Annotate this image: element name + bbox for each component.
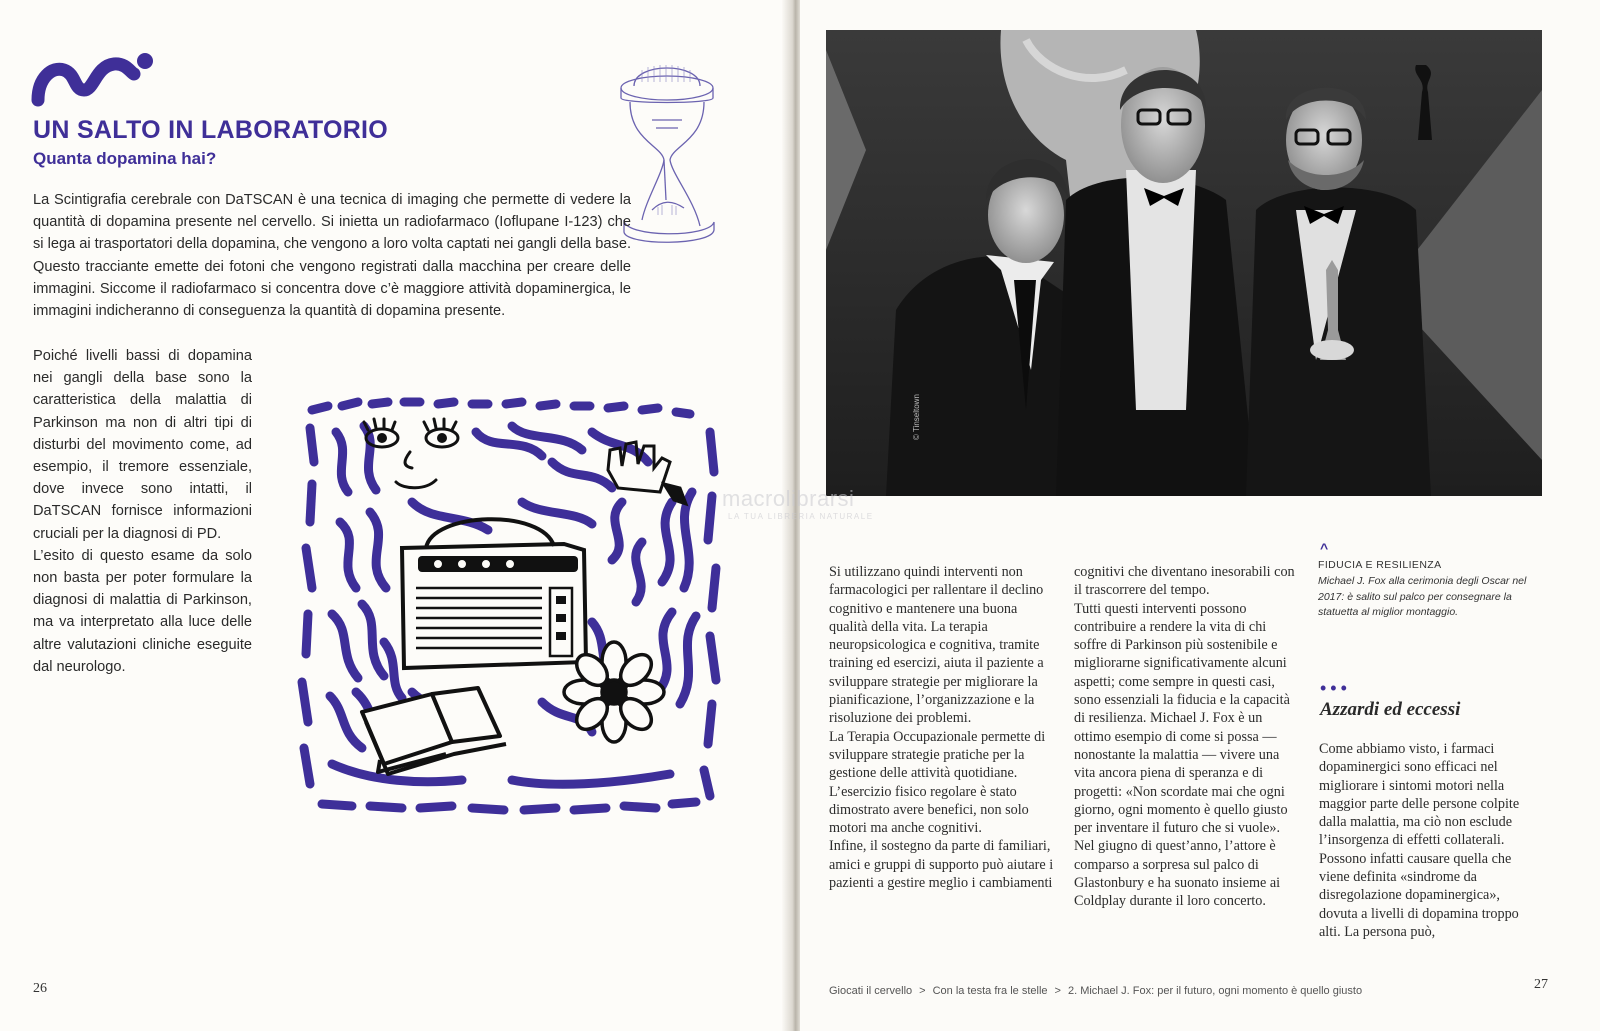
photo-credit: © Tinseltown: [912, 394, 921, 440]
page-number-left: 26: [33, 981, 47, 996]
breadcrumb-item: Giocati il cervello: [829, 985, 913, 997]
col2-paragraph-3: Nel giugno di quest’anno, l’attore è comparso a sorpresa sul palco di Glastonbury e ha suonato insieme ai Coldplay durante il loro concerto.: [1074, 838, 1281, 910]
watermark-subtext: LA TUA LIBRERIA NATURALE: [728, 512, 874, 521]
body-column-1: [829, 563, 1057, 892]
col1-paragraph-2: La Terapia Occupazionale permette di sviluppare strategie pratiche per la gestione delle attività quotidiane. L’esercizio fisico regolare è stato dimostrato avere benefici, non solo motori ma anche cognitivi.: [829, 728, 1046, 837]
breadcrumb-separator: >: [919, 985, 926, 997]
breadcrumb-item: Con la testa fra le stelle: [932, 985, 1048, 997]
radio-doodle-illustration: [292, 392, 730, 818]
col1-paragraph-3: Infine, il sostegno da parte di familiari, amici e gruppi di supporto può aiutare i pazienti a gestire meglio i cambiamenti: [829, 838, 1054, 892]
caption-title: FIDUCIA E RESILIENZA: [1318, 559, 1442, 571]
breadcrumb-separator: >: [1054, 985, 1061, 997]
narrow-text-block: [33, 345, 252, 678]
col2-paragraph-2: Tutti questi interventi possono contribuire a rendere la vita di chi soffre di Parkinson più sostenibile e migliorarne significativamente alcuni aspetti; come sempre in questi casi, sono essenziali la fiducia e la capacità di resilienza. Michael J. Fox è un ottimo esempio di come si possa — nonostante la malattia — vivere una vita ancora piena di speranza e di progetti: «Non scordate mai che ogni giorno, ogni momento è quello giusto per inventare il futuro che si vuole».: [1074, 600, 1290, 837]
caption-arrow-icon: ^: [1320, 540, 1329, 556]
swirl-logo-icon: [30, 48, 155, 108]
left-page: [0, 0, 790, 1031]
section-title: Azzardi ed eccessi: [1320, 699, 1461, 720]
breadcrumb-item: 2. Michael J. Fox: per il futuro, ogni momento è quello giusto: [1067, 985, 1363, 997]
narrow-paragraph-1: Poiché livelli bassi di dopamina nei gangli della base sono la caratteristica della malattia di Parkinson ma non di altri tipi di disturbi del movimento come, ad esempio, il tremore essenziale, dove invece sono intatti, il DaTSCAN fornisce informazioni cruciali per la diagnosi di PD.: [33, 348, 252, 542]
page-number-right: 27: [1534, 977, 1548, 992]
intro-paragraph: La Scintigrafia cerebrale con DaTSCAN è una tecnica di imaging che permette di vedere la quantità di dopamina presente nel cervello. Si inietta un radiofarmaco (Ioflupane I-123) che si lega ai trasportatori della dopamina, che vengono a loro volta captati nei gangli della base. Questo tracciante emette dei fotoni che vengono registrati dalla macchina per creare delle immagini. Siccome il radiofarmaco si concentra dove c’è maggiore attività dopaminergica, le immagini indicheranno di conseguenza la quantità di dopamina presente.: [33, 192, 631, 320]
col1-paragraph-1: Si utilizzano quindi interventi non farmacologici per rallentare il declino cognitivo e mantenere una buona qualità della vita. La terapia neuropsicologica e cognitiva, tramite training ed esercizi, aiuta il paziente a sviluppare strategie per migliorare la pianificazione, l’organizzazione e la risoluzione dei problemi.: [829, 564, 1044, 727]
flower-icon: [564, 642, 664, 742]
oscar-ceremony-photo: [826, 30, 1542, 496]
section-heading: UN SALTO IN LABORATORIO: [33, 116, 389, 144]
breadcrumb: [829, 985, 1362, 997]
book-icon: [362, 688, 506, 774]
body-column-2: [1074, 563, 1302, 911]
section-dots-icon: •••: [1320, 678, 1351, 698]
col2-paragraph-1: cognitivi che diventano inesorabili con il trascorrere del tempo.: [1074, 564, 1295, 599]
body-column-3: Come abbiamo visto, i farmaci dopaminergici sono efficaci nel migliorare i sintomi motori nella maggior parte delle persone colpite dalla malattia, ma ciò non esclude l’insorgenza di effetti collaterali. Possono infatti causare quella che viene definita «sindrome da disregolazione dopaminergica», dovuta a livelli di dopamina troppo alti. La persona può,: [1319, 741, 1520, 940]
section-subheading: Quanta dopamina hai?: [33, 149, 217, 168]
watermark-text: macrolibrarsi: [722, 486, 855, 511]
narrow-paragraph-2: L’esito di questo esame da solo non basta per poter formulare la diagnosi di malattia di Parkinson, ma va interpretato alla luce delle altre valutazioni cliniche eseguite dal neurologo.: [33, 547, 252, 675]
caption-text: Michael J. Fox alla cerimonia degli Oscar nel 2017: è salito sul palco per consegnare la statuetta al miglior montaggio.: [1318, 575, 1527, 618]
